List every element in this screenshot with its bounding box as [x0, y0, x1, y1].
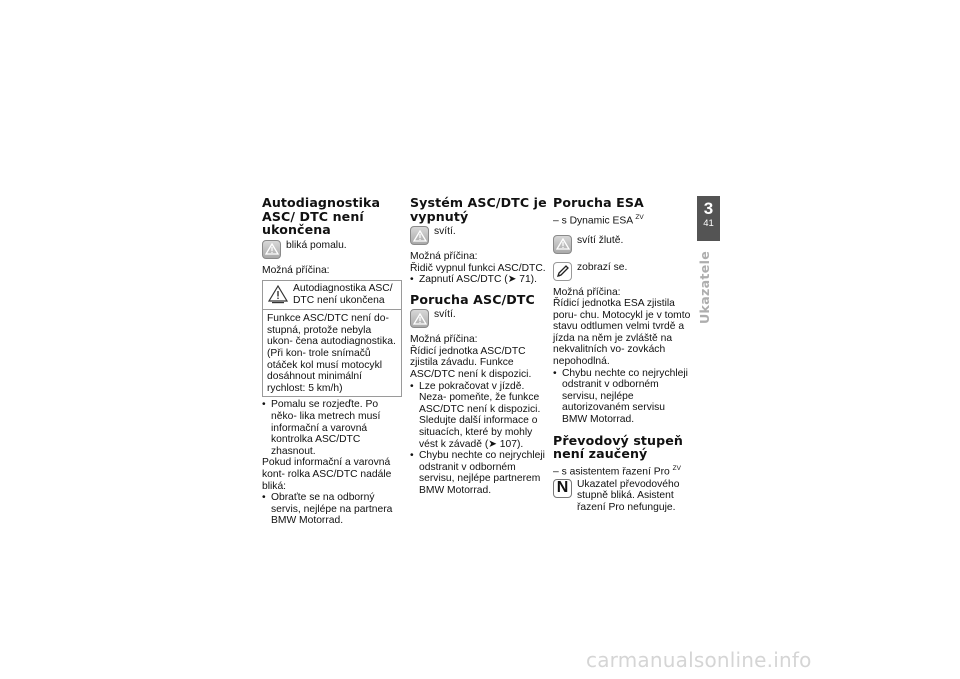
warning-symbol-row: [410, 309, 550, 328]
page-reference: [508, 274, 537, 285]
arrow-right-icon: ➤: [488, 438, 497, 450]
cause-label: Možná příčina:: [553, 286, 621, 298]
cause-text: Řídicí jednotka ESA zjistila poru- chu. Motocykl je v tomto stavu odtlumen velmi tvrdě a jízda na něm je zvláště na nekvalitních vo- zovkách nepohodlná.: [553, 298, 691, 368]
chapter-tab: [697, 196, 720, 241]
bullet-item: • Chybu nechte co nejrychleji odstranit v odborném servisu, nejlépe autorizovaném servisu BMW Motorrad.: [553, 368, 693, 426]
page-number: 41: [703, 218, 714, 229]
variant-text: – s asistentem řazení Pro: [553, 466, 670, 478]
bullet-text: Lze pokračovat v jízdě. Neza- pomeňte, že funkce ASC/DTC není k dispozici. Sledujte další informace o situacích, které by mohly vést k závadě (: [419, 380, 541, 450]
symbol-text: svítí žlutě.: [577, 234, 624, 246]
bullet-item: • Obraťte se na odborný servis, nejlépe na partnera BMW Motorrad.: [262, 492, 402, 527]
heading-gear-not-learned: Převodový stupeň není zaučený: [553, 432, 683, 462]
cause-text: Řidič vypnul funkci ASC/DTC.: [410, 262, 546, 274]
column-3: [553, 196, 693, 516]
variant-text: – s Dynamic ESA: [553, 214, 633, 226]
symbol-text: bliká pomalu.: [286, 239, 347, 251]
cause-label: Možná příčina:: [410, 251, 478, 262]
bullet-text: Zapnutí ASC/DTC (: [419, 274, 508, 286]
cause-text: Řídicí jednotka ASC/DTC zjistila závadu. Funkce ASC/DTC není k dispozici.: [410, 345, 532, 381]
warning-triangle-icon: [262, 240, 281, 259]
info-box-header: [263, 281, 401, 310]
chapter-number: 3: [703, 199, 714, 218]
symbol-text: zobrazí se.: [577, 261, 628, 273]
warning-triangle-box-icon: [267, 283, 289, 305]
bullet-item: [410, 274, 550, 286]
warning-symbol-row: [553, 235, 693, 254]
page-ref-number: 107).: [499, 438, 524, 450]
heading-autodiagnostika: Autodiagnostika ASC/ DTC není ukončena: [262, 195, 381, 237]
cause-label: Možná příčina:: [410, 334, 478, 346]
pen-icon: [553, 262, 572, 281]
page-ref-number: 71).: [519, 274, 537, 286]
column-2: [410, 196, 550, 497]
variant-sup: ZV: [635, 213, 644, 221]
heading-fault: Porucha ASC/DTC: [410, 291, 535, 307]
variant-sup: ZV: [672, 464, 681, 472]
column-1: [262, 196, 402, 527]
bullet-item: • Pomalu se rozjeďte. Po něko- lika metrech musí informační a varovná kontrolka ASC/DTC zhasnout.: [262, 399, 402, 457]
page-reference: [488, 439, 523, 450]
gear-symbol-row: [553, 479, 693, 514]
bullet-item: • Chybu nechte co nejrychleji odstranit v odborném servisu, nejlépe partnerem BMW Motorrad.: [410, 450, 550, 496]
chapter-label: Ukazatele: [697, 250, 712, 324]
symbol-text: svítí.: [434, 226, 456, 237]
chapter-sidebar: [697, 196, 720, 356]
cause-label: Možná příčina:: [262, 264, 330, 276]
paragraph: Pokud informační a varovná kont- rolka ASC/DTC nadále bliká:: [262, 457, 392, 492]
variant-note: [553, 212, 693, 227]
info-box: [262, 280, 402, 397]
symbol-text: Ukazatel převodového stupně bliká. Asistent řazení Pro nefunguje.: [577, 478, 680, 513]
bullet-item: [410, 381, 550, 451]
neutral-gear-icon: N: [553, 479, 572, 498]
warning-triangle-icon: [410, 226, 429, 245]
heading-esa-fault: Porucha ESA: [553, 195, 644, 210]
info-box-title: Autodiagnostika ASC/ DTC není ukončena: [293, 283, 393, 306]
heading-system-off: Systém ASC/DTC je vypnutý: [410, 195, 547, 224]
pen-symbol-row: [553, 262, 693, 281]
arrow-right-icon: ➤: [507, 274, 517, 286]
warning-triangle-icon: [553, 235, 572, 254]
watermark: carmanualsonline.info: [586, 648, 812, 672]
info-box-body: Funkce ASC/DTC není do- stupná, protože nebyla ukon- čena autodiagnostika. (Při kon- trole snímačů otáček kol musí motocykl dosáhnout minimální rychlost: 5 km/h): [267, 313, 396, 394]
warning-triangle-icon: [410, 309, 429, 328]
warning-symbol-row: [262, 240, 402, 259]
symbol-text: svítí.: [434, 309, 456, 321]
variant-note: [553, 463, 693, 478]
warning-symbol-row: [410, 226, 550, 245]
